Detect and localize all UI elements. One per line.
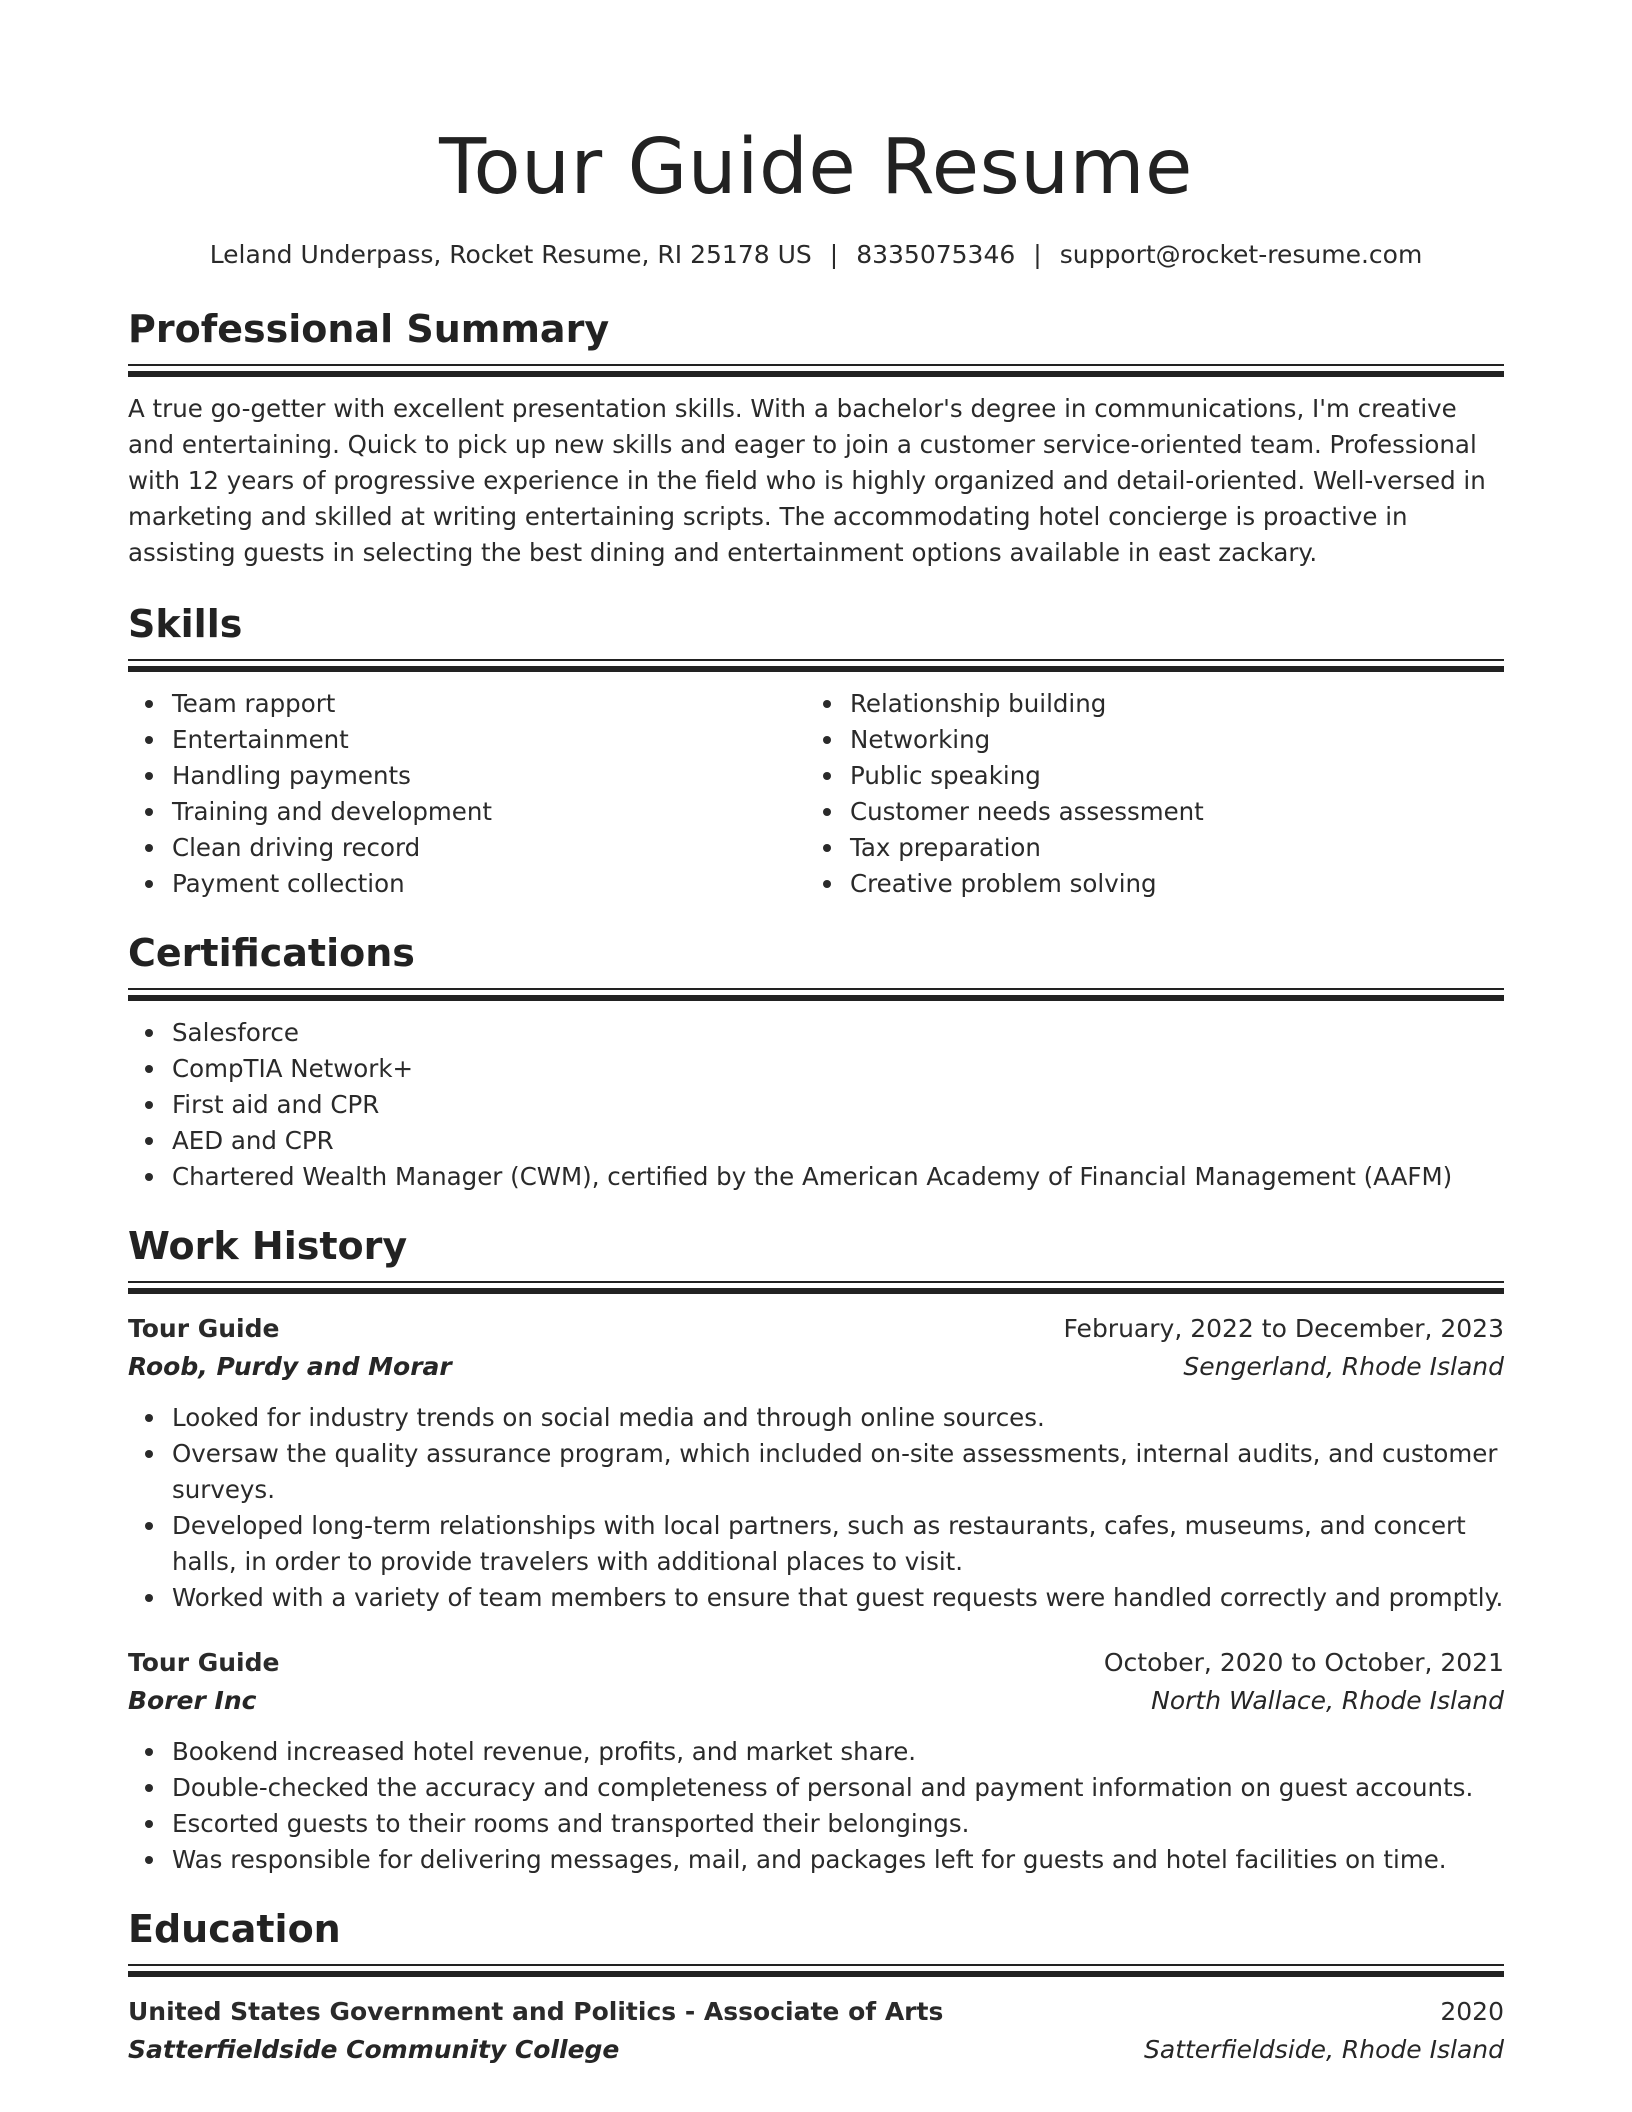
- section-heading-education: Education: [128, 1907, 341, 1951]
- skills-list-left: [128, 686, 806, 902]
- contact-separator: |: [829, 240, 839, 269]
- section-heading-skills: Skills: [128, 602, 243, 646]
- certification-item: AED and CPR: [172, 1123, 1504, 1159]
- skill-item: Entertainment: [172, 722, 806, 758]
- skill-item: Clean driving record: [172, 830, 806, 866]
- skill-item: Training and development: [172, 794, 806, 830]
- job-location: Sengerland, Rhode Island: [1183, 1352, 1504, 1381]
- certification-item: First aid and CPR: [172, 1087, 1504, 1123]
- education-subheader: [128, 2031, 1504, 2069]
- section-divider: [128, 1281, 1504, 1294]
- section-divider: [128, 1964, 1504, 1977]
- job-title: Tour Guide: [128, 1314, 280, 1343]
- education-school: Satterfieldside Community College: [128, 2035, 620, 2064]
- education-year: 2020: [1440, 1997, 1504, 2026]
- job-bullets: [128, 1400, 1504, 1616]
- education-degree: United States Government and Politics - Associate of Arts: [128, 1997, 944, 2026]
- job-bullet: Developed long-term relationships with local partners, such as restaurants, cafes, museums, and concert halls, in order to provide travelers with additional places to visit.: [172, 1508, 1504, 1580]
- job-location: North Wallace, Rhode Island: [1151, 1686, 1504, 1715]
- section-heading-work-history: Work History: [128, 1224, 408, 1268]
- job-employer: Roob, Purdy and Morar: [128, 1352, 452, 1381]
- job-bullets: [128, 1734, 1504, 1878]
- job-bullet: Worked with a variety of team members to ensure that guest requests were handled correctly and promptly.: [172, 1580, 1504, 1616]
- job-title: Tour Guide: [128, 1648, 280, 1677]
- contact-phone[interactable]: 8335075346: [856, 240, 1016, 269]
- job-bullet: Oversaw the quality assurance program, which included on-site assessments, internal audits, and customer surveys.: [172, 1436, 1504, 1508]
- job-bullet: Looked for industry trends on social media and through online sources.: [172, 1400, 1504, 1436]
- job-subheader: [128, 1348, 1504, 1386]
- section-divider: [128, 988, 1504, 1001]
- skill-item: Customer needs assessment: [850, 794, 1484, 830]
- skill-item: Tax preparation: [850, 830, 1484, 866]
- job-employer: Borer Inc: [128, 1686, 257, 1715]
- job-dates: February, 2022 to December, 2023: [1063, 1314, 1504, 1343]
- skill-item: Handling payments: [172, 758, 806, 794]
- skill-item: Creative problem solving: [850, 866, 1484, 902]
- summary-text: A true go-getter with excellent presentation skills. With a bachelor's degree in communications, I'm creative and entertaining. Quick to pick up new skills and eager to join a customer service-oriented team. Professional with 12 years of progressive experience in the field who is highly organized and detail-oriented. Well-versed in marketing and skilled at writing entertaining scripts. The accommodating hotel concierge is proactive in assisting guests in selecting the best dining and entertainment options available in east zackary.: [128, 394, 1486, 567]
- resume-page: [128, 0, 1504, 2069]
- contact-address: Leland Underpass, Rocket Resume, RI 25178 US: [209, 240, 812, 269]
- contact-line: [128, 238, 1504, 272]
- work-history-section: [128, 1221, 1504, 1878]
- skill-item: Networking: [850, 722, 1484, 758]
- section-heading-summary: Professional Summary: [128, 307, 610, 351]
- certifications-section: [128, 928, 1504, 1195]
- skill-item: Payment collection: [172, 866, 806, 902]
- skill-item: Team rapport: [172, 686, 806, 722]
- job-bullet: Was responsible for delivering messages, mail, and packages left for guests and hotel facilities on time.: [172, 1842, 1504, 1878]
- skills-section: [128, 599, 1504, 902]
- skills-grid: [128, 686, 1504, 902]
- section-heading-certifications: Certifications: [128, 931, 415, 975]
- skill-item: Public speaking: [850, 758, 1484, 794]
- certification-item: Salesforce: [172, 1015, 1504, 1051]
- education-entry: [128, 1993, 1504, 2069]
- job-header: [128, 1310, 1504, 1348]
- resume-title: Tour Guide Resume: [439, 123, 1193, 212]
- job-entry: [128, 1644, 1504, 1878]
- job-subheader: [128, 1682, 1504, 1720]
- skill-item: Relationship building: [850, 686, 1484, 722]
- job-bullet: Escorted guests to their rooms and transported their belongings.: [172, 1806, 1504, 1842]
- job-header: [128, 1644, 1504, 1682]
- contact-email[interactable]: support@rocket-resume.com: [1059, 240, 1423, 269]
- job-bullet: Bookend increased hotel revenue, profits, and market share.: [172, 1734, 1504, 1770]
- job-entry: [128, 1310, 1504, 1616]
- certification-item: CompTIA Network+: [172, 1051, 1504, 1087]
- skills-list-right: [806, 686, 1484, 902]
- education-section: [128, 1904, 1504, 2069]
- job-dates: October, 2020 to October, 2021: [1103, 1648, 1504, 1677]
- certifications-list: [128, 1015, 1504, 1195]
- section-divider: [128, 364, 1504, 377]
- job-bullet: Double-checked the accuracy and completeness of personal and payment information on guest accounts.: [172, 1770, 1504, 1806]
- certification-item: Chartered Wealth Manager (CWM), certified by the American Academy of Financial Management (AAFM): [172, 1159, 1504, 1195]
- section-divider: [128, 659, 1504, 672]
- contact-separator: |: [1033, 240, 1042, 269]
- education-header: [128, 1993, 1504, 2031]
- education-location: Satterfieldside, Rhode Island: [1144, 2035, 1504, 2064]
- summary-section: [128, 304, 1504, 571]
